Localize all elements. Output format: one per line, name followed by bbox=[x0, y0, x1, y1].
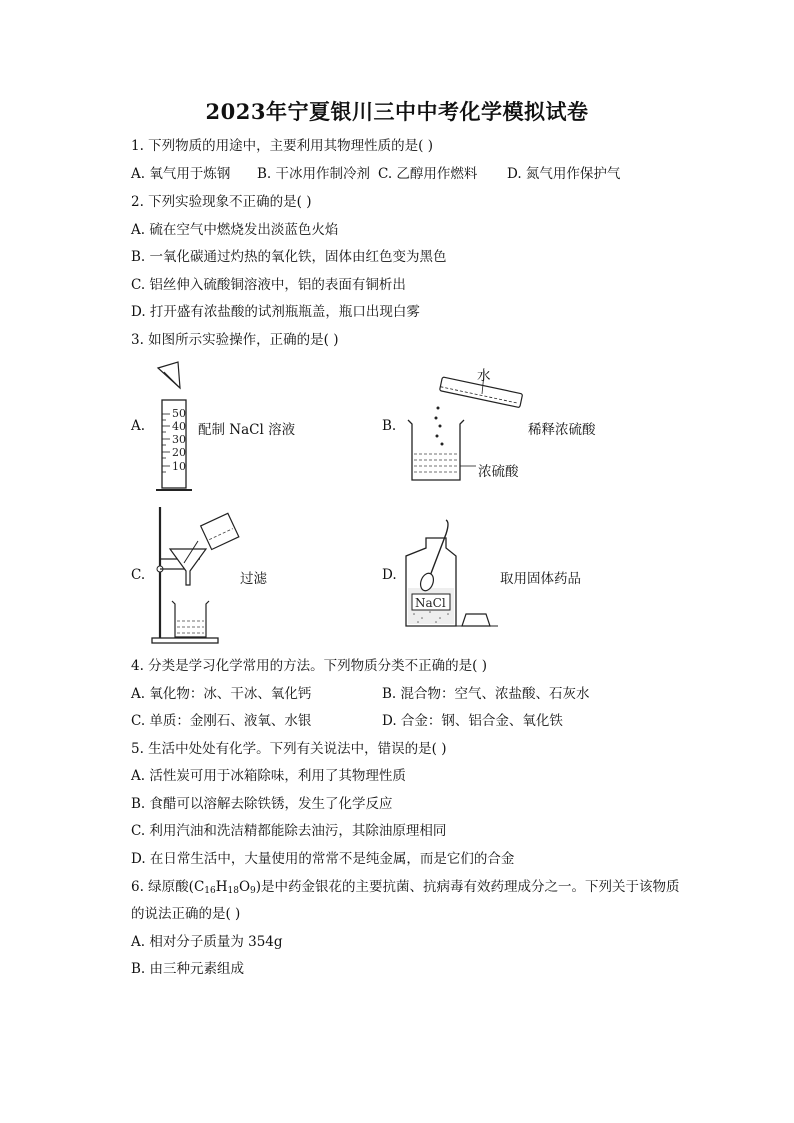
q5-option-c[interactable]: C. 利用汽油和洗洁精都能除去油污，其除油原理相同 bbox=[131, 823, 447, 839]
q4-options-row1 bbox=[131, 685, 651, 703]
q4-option-c[interactable]: C. 单质：金刚石、液氧、水银 bbox=[131, 713, 312, 729]
q1-options bbox=[131, 165, 651, 183]
tick-20: 20 bbox=[172, 446, 186, 459]
q2-option-d[interactable]: D. 打开盛有浓盐酸的试剂瓶瓶盖，瓶口出现白雾 bbox=[131, 304, 420, 320]
q1-option-c[interactable]: C. 乙醇用作燃料 bbox=[378, 166, 478, 182]
q6-option-b[interactable]: B. 由三种元素组成 bbox=[131, 961, 245, 977]
tick-30: 30 bbox=[172, 433, 186, 446]
q4-option-d[interactable]: D. 合金：钢、铝合金、氧化铁 bbox=[382, 713, 563, 729]
q1-option-d[interactable]: D. 氮气用作保护气 bbox=[507, 166, 621, 182]
fig-d-label: 取用固体药品 bbox=[500, 571, 581, 587]
tick-10: 10 bbox=[172, 460, 186, 473]
tick-50: 50 bbox=[172, 407, 186, 420]
q2-option-b[interactable]: B. 一氧化碳通过灼热的氧化铁，固体由红色变为黑色 bbox=[131, 249, 447, 265]
q4-stem: 4. 分类是学习化学常用的方法。下列物质分类不正确的是( ) bbox=[131, 658, 487, 674]
fig-b-acid: 浓硫酸 bbox=[478, 464, 519, 480]
q6-option-a[interactable]: A. 相对分子质量为 354g bbox=[131, 934, 283, 950]
fig-a-letter[interactable]: A. bbox=[131, 418, 146, 434]
fig-b-label: 稀释浓硫酸 bbox=[528, 422, 596, 438]
q2-option-a[interactable]: A. 硫在空气中燃烧发出淡蓝色火焰 bbox=[131, 222, 339, 238]
q1-stem: 1. 下列物质的用途中，主要利用其物理性质的是( ) bbox=[131, 138, 433, 154]
fig-c-letter[interactable]: C. bbox=[131, 567, 146, 583]
fig-a-label: 配制 NaCl 溶液 bbox=[198, 422, 296, 438]
q2-option-c[interactable]: C. 铝丝伸入硫酸铜溶液中，铝的表面有铜析出 bbox=[131, 277, 406, 293]
solid-reagent-figure bbox=[400, 518, 505, 633]
fig-c-label: 过滤 bbox=[240, 571, 267, 587]
q5-option-b[interactable]: B. 食醋可以溶解去除铁锈，发生了化学反应 bbox=[131, 796, 393, 812]
q5-option-a[interactable]: A. 活性炭可用于冰箱除味，利用了其物理性质 bbox=[131, 768, 406, 784]
q3-stem: 3. 如图所示实验操作，正确的是( ) bbox=[131, 332, 339, 348]
q1-option-b[interactable]: B. 干冰用作制冷剂 bbox=[257, 166, 371, 182]
filtration-figure bbox=[148, 505, 248, 647]
q4-option-b[interactable]: B. 混合物：空气、浓盐酸、石灰水 bbox=[382, 686, 590, 702]
q5-option-d[interactable]: D. 在日常生活中，大量使用的常常不是纯金属，而是它们的合金 bbox=[131, 851, 515, 867]
q6-stem bbox=[131, 878, 680, 896]
fig-d-bottle-label: NaCl bbox=[415, 596, 446, 610]
tick-40: 40 bbox=[172, 420, 186, 433]
q4-option-a[interactable]: A. 氧化物：冰、干冰、氧化钙 bbox=[131, 686, 312, 702]
q2-stem: 2. 下列实验现象不正确的是( ) bbox=[131, 194, 312, 210]
fig-b-water: 水 bbox=[477, 368, 491, 384]
q4-options-row2 bbox=[131, 712, 651, 730]
q1-option-a[interactable]: A. 氧气用于炼钢 bbox=[131, 166, 231, 182]
q6-stem-h: H bbox=[215, 879, 228, 895]
dilution-figure bbox=[400, 362, 540, 487]
q6-sub-o: 9 bbox=[250, 886, 256, 896]
q6-stem-pre: 6. 绿原酸(C bbox=[131, 879, 205, 895]
q6-stem-line2: 的说法正确的是( ) bbox=[131, 906, 241, 922]
q6-sub-h: 18 bbox=[227, 886, 239, 896]
q6-stem-post: )是中药金银花的主要抗菌、抗病毒有效药理成分之一。下列关于该物质 bbox=[255, 879, 680, 895]
q5-stem: 5. 生活中处处有化学。下列有关说法中，错误的是( ) bbox=[131, 741, 447, 757]
fig-b-letter[interactable]: B. bbox=[382, 418, 397, 434]
page-title: 2023年宁夏银川三中中考化学模拟试卷 bbox=[205, 99, 589, 124]
q6-sub-c: 16 bbox=[204, 886, 216, 896]
q6-stem-o: O bbox=[238, 879, 251, 895]
fig-d-letter[interactable]: D. bbox=[382, 567, 397, 583]
